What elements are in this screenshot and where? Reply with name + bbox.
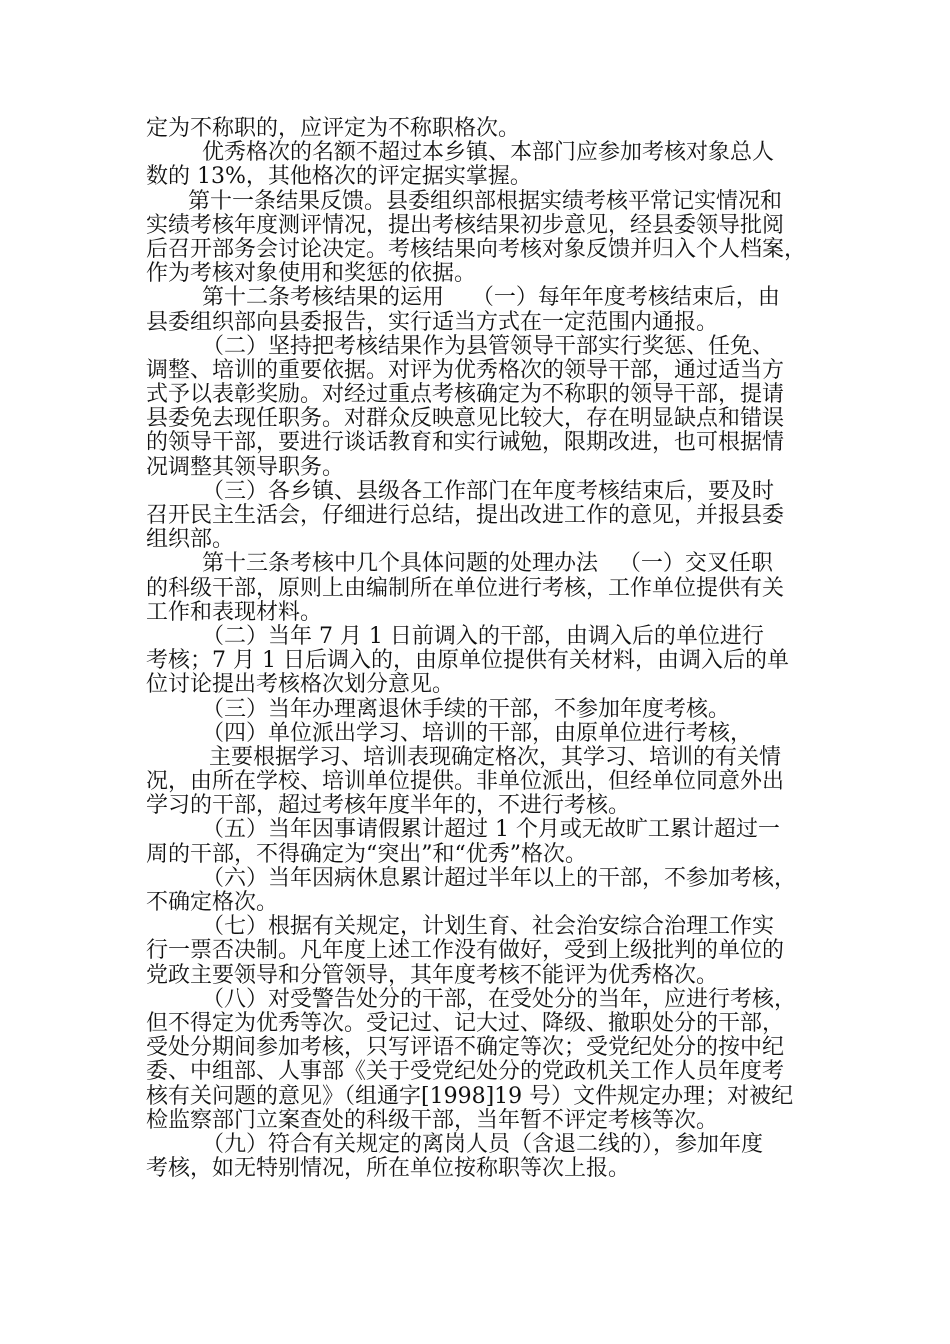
text-line: （七）根据有关规定，计划生育、社会治安综合治理工作实 bbox=[146, 914, 774, 940]
text-line: 但不得定为优秀等次。受记过、记大过、降级、撤职处分的干部， bbox=[146, 1010, 785, 1036]
text-line: （三）各乡镇、县级各工作部门在年度考核结束后，要及时 bbox=[146, 478, 774, 504]
text-line: 后召开部务会讨论决定。考核结果向考核对象反馈并归入个人档案， bbox=[146, 236, 807, 262]
text-line: 位讨论提出考核格次划分意见。 bbox=[146, 672, 455, 698]
text-line: （四）单位派出学习、培训的干部，由原单位进行考核， bbox=[146, 720, 752, 746]
text-line: （三）当年办理离退休手续的干部，不参加年度考核。 bbox=[146, 696, 730, 722]
text-line: 受处分期间参加考核，只写评语不确定等次；受党纪处分的按中纪 bbox=[146, 1035, 785, 1061]
text-line: 召开民主生活会，仔细进行总结，提出改进工作的意见，并报县委 bbox=[146, 503, 785, 528]
text-line: 党政主要领导和分管领导，其年度考核不能评为优秀格次。 bbox=[146, 962, 719, 988]
text-line: 调整、培训的重要依据。对评为优秀格次的领导干部，通过适当方 bbox=[146, 357, 785, 383]
text-line: 式予以表彰奖励。对经过重点考核确定为不称职的领导干部，提请 bbox=[146, 382, 785, 408]
text-line: 学习的干部，超过考核年度半年的，不进行考核。 bbox=[146, 793, 631, 819]
text-line: （五）当年因事请假累计超过 1 个月或无故旷工累计超过一 bbox=[146, 817, 780, 843]
text-line: （九）符合有关规定的离岗人员（含退二线的），参加年度 bbox=[146, 1131, 763, 1157]
text-line: 的科级干部，原则上由编制所在单位进行考核，工作单位提供有关 bbox=[146, 575, 785, 601]
text-line: 第十三条考核中几个具体问题的处理办法 （一）交叉任职 bbox=[146, 551, 773, 577]
text-line: 工作和表现材料。 bbox=[146, 599, 323, 625]
text-line: 周的干部，不得确定为“突出”和“优秀”格次。 bbox=[146, 841, 587, 867]
text-line: 定为不称职的，应评定为不称职格次。 bbox=[146, 116, 521, 141]
text-line: （六）当年因病休息累计超过半年以上的干部，不参加考核， bbox=[146, 865, 796, 891]
text-line: 实绩考核年度测评情况，提出考核结果初步意见，经县委领导批阅 bbox=[146, 212, 785, 238]
text-line: （二）坚持把考核结果作为县管领导干部实行奖惩、任免、 bbox=[146, 333, 774, 359]
text-line: 主要根据学习、培训表现确定格次，其学习、培训的有关情 bbox=[146, 744, 781, 770]
text-line: 第十一条结果反馈。县委组织部根据实绩考核平常记实情况和 bbox=[146, 188, 782, 214]
text-line: 行一票否决制。凡年度上述工作没有做好，受到上级批判的单位的 bbox=[146, 938, 785, 964]
text-line: 考核；7 月 1 日后调入的，由原单位提供有关材料，由调入后的单 bbox=[146, 648, 789, 674]
text-line: 核有关问题的意见》（组通字[1998]19 号）文件规定办理；对被纪 bbox=[146, 1083, 794, 1109]
text-line: 优秀格次的名额不超过本乡镇、本部门应参加考核对象总人 bbox=[146, 140, 774, 166]
text-line: 考核，如无特别情况，所在单位按称职等次上报。 bbox=[146, 1156, 631, 1182]
text-line: 委、中组部、人事部《关于受党纪处分的党政机关工作人员年度考 bbox=[146, 1059, 785, 1085]
text-line: 第十二条考核结果的运用 （一）每年年度考核结束后，由 bbox=[146, 285, 780, 311]
text-line: 数的 13%，其他格次的评定据实掌握。 bbox=[146, 164, 532, 190]
text-line: 作为考核对象使用和奖惩的依据。 bbox=[146, 261, 477, 287]
text-line: 县委组织部向县委报告，实行适当方式在一定范围内通报。 bbox=[146, 309, 719, 335]
text-line: 况，由所在学校、培训单位提供。非单位派出，但经单位同意外出 bbox=[146, 769, 785, 795]
text-line: 检监察部门立案查处的科级干部，当年暂不评定考核等次。 bbox=[146, 1107, 719, 1133]
text-line: （八）对受警告处分的干部，在受处分的当年，应进行考核， bbox=[146, 986, 796, 1012]
text-line: 况调整其领导职务。 bbox=[146, 454, 345, 480]
text-line: 组织部。 bbox=[146, 527, 235, 553]
text-line: 不确定格次。 bbox=[146, 890, 279, 915]
text-line: 的领导干部，要进行谈话教育和实行诫勉，限期改进，也可根据情 bbox=[146, 430, 785, 456]
document-body bbox=[146, 117, 806, 1181]
text-line: （二）当年 7 月 1 日前调入的干部，由调入后的单位进行 bbox=[146, 623, 764, 649]
text-line: 县委免去现任职务。对群众反映意见比较大，存在明显缺点和错误 bbox=[146, 406, 785, 432]
